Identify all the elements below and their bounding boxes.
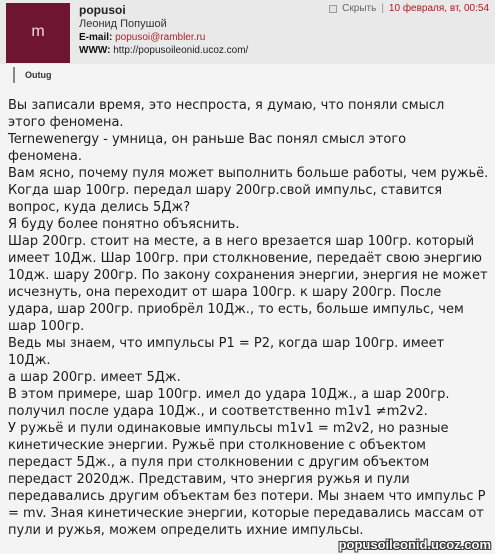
email-link[interactable]: popusoi@rambler.ru xyxy=(115,32,206,43)
body-line: пули и ружья, можем определить ихние импульсы. xyxy=(8,523,364,538)
post-body xyxy=(8,97,490,539)
body-line: вопрос, куда делись 5Дж? xyxy=(8,200,191,215)
body-line: этого феномена. xyxy=(8,115,124,130)
body-line: передаст 5Дж., а пуля при столкновении с другим объектом xyxy=(8,455,430,470)
post-meta xyxy=(329,3,489,15)
body-line: а шар 200гр. имеет 5Дж. xyxy=(8,370,181,385)
body-line: У ружьё и пули одинаковые импульсы m1v1 = m2v2, но разные xyxy=(8,421,449,436)
user-role-quote xyxy=(13,67,52,83)
user-role: Outug xyxy=(25,70,52,80)
body-line: Вам ясно, почему пуля может выполнить больше работы, чем ружьё. xyxy=(8,166,489,181)
hide-button[interactable]: Скрыть xyxy=(342,3,377,14)
meta-separator: | xyxy=(381,3,384,14)
body-line: 10дж. шару 200гр. По закону сохранения энергии, энергия не может xyxy=(8,268,488,283)
body-line: шар 100гр. xyxy=(8,319,85,334)
username[interactable]: popusoi xyxy=(79,3,126,17)
avatar[interactable]: m xyxy=(6,3,70,63)
body-line: получил после удара 10Дж., и соответственно m1v1 ≠m2v2. xyxy=(8,404,428,419)
body-line: исчезнуть, она переходит от шара 100гр. к шару 200гр. После xyxy=(8,285,442,300)
user-info xyxy=(79,3,319,57)
site-watermark: popusoileonid.ucoz.com xyxy=(338,537,491,552)
body-line: Ведь мы знаем, что импульсы Р1 = Р2, когда шар 100гр. имеет 10Дж. xyxy=(8,336,445,368)
post-header xyxy=(0,0,495,64)
body-line: кинетические энергии. Ружьё при столкновение с объектом xyxy=(8,438,426,453)
www-label: WWW: xyxy=(79,45,111,56)
body-line: Ternewenergy - умница, он раньше Вас понял смысл этого xyxy=(8,132,407,147)
body-line: передаст 2020дж. Представим, что энергия ружья и пули xyxy=(8,472,410,487)
www-row xyxy=(79,44,319,57)
body-line: = mv. Зная кинетические энергии, которые передавались массам от xyxy=(8,506,484,521)
www-link[interactable]: http://popusoileonid.ucoz.com/ xyxy=(113,45,249,56)
body-line: Шар 200гр. стоит на месте, а в него врезается шар 100гр. который xyxy=(8,234,475,249)
body-line: передавались другим объектам без потери. Мы знаем что импульс Р xyxy=(8,489,486,504)
body-line: удара, шар 200гр. приобрёл 10Дж., то есть, больше импульс, чем xyxy=(8,302,464,317)
body-line: Вы записали время, это неспроста, я думаю, что поняли смысл xyxy=(8,98,445,113)
hide-icon[interactable] xyxy=(329,5,337,13)
body-line: феномена. xyxy=(8,149,82,164)
email-row xyxy=(79,31,319,44)
post-date: 10 февраля, вт, 00:54 xyxy=(388,3,489,14)
full-name: Леонид Попушой xyxy=(79,18,167,30)
body-line: имеет 10Дж. Шар 100гр. при столкновение, передаёт свою энергию xyxy=(8,251,482,266)
email-label: E-mail: xyxy=(79,32,113,43)
body-line: В этом примере, шар 100гр. имел до удара 10Дж., а шар 200гр. xyxy=(8,387,450,402)
body-line: Я буду более понятно объяснить. xyxy=(8,217,240,232)
body-line: Когда шар 100гр. передал шару 200гр.свой импульс, ставится xyxy=(8,183,443,198)
